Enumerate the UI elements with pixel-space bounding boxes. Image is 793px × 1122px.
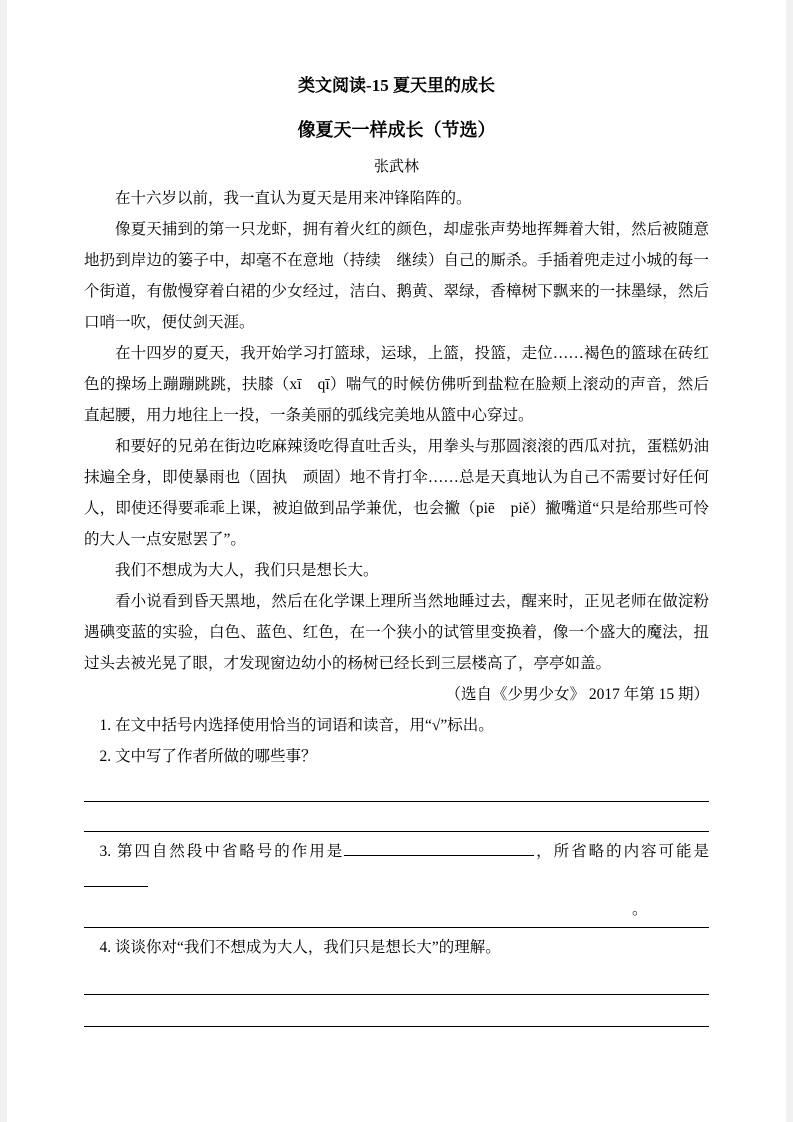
document-content <box>84 70 709 1027</box>
answer-line-q3-continuation <box>84 898 709 928</box>
question-1: 1. 在文中括号内选择使用恰当的词语和读音，用“√”标出。 <box>99 717 494 734</box>
paragraph-6: 看小说看到昏天黑地，然后在化学课上理所当然地睡过去，醒来时，正见老师在做淀粉遇碘变蓝的实验，白色、蓝色、红色，在一个狭小的试管里变换着，像一个盛大的魔法，扭过头去被光晃了眼，才发现窗边幼小的杨树已经长到三层楼高了，亭亭如盖。 <box>84 593 709 672</box>
answer-line-q2-2 <box>84 802 709 832</box>
page-edge-left <box>0 0 7 1122</box>
answer-blank-q3-1 <box>344 841 534 857</box>
paragraph-1: 在十六岁以前，我一直认为夏天是用来冲锋陷阵的。 <box>115 190 472 207</box>
answer-line-q4-2 <box>84 995 709 1027</box>
question-3 <box>84 836 709 898</box>
answer-blank-q3-2 <box>84 872 148 888</box>
author-name: 张武林 <box>373 159 419 175</box>
question-3-text-middle: ，所省略的内容可能是 <box>534 843 709 860</box>
page-edge-right <box>786 0 793 1122</box>
answer-line-q2-1 <box>84 772 709 802</box>
paragraph-2: 像夏天捕到的第一只龙虾，拥有着火红的颜色，却虚张声势地挥舞着大钳，然后被随意地扔到岸边的篓子中，却毫不在意地（持续 继续）自己的厮杀。手插着兜走过小城的每一个街道，有傲慢穿着白裙的少女经过，洁白、鹅黄、翠绿，香樟树下飘来的一抹墨绿，然后口哨一吹，便仗剑天涯。 <box>84 221 709 331</box>
question-2: 2. 文中写了作者所做的哪些事？ <box>99 748 317 765</box>
source-attribution: （选自《少男少女》 2017 年第 15 期） <box>445 686 709 703</box>
paragraph-5: 我们不想成为大人，我们只是想长大。 <box>115 562 379 579</box>
question-4: 4. 谈谈你对“我们不想成为大人，我们只是想长大”的理解。 <box>99 939 501 956</box>
document-subtitle: 像夏天一样成长（节选） <box>297 120 496 140</box>
paragraph-4: 和要好的兄弟在街边吃麻辣烫吃得直吐舌头，用拳头与那圆滚滚的西瓜对抗，蛋糕奶油抹遍全身，即使暴雨也（固执 顽固）地不肯打伞……总是天真地认为自己不需要讨好任何人，即使还得要乖乖上课，被迫做到品学兼优，也会撇（piē piě）撇嘴道“只是给那些可怜的大人一点安慰罢了”。 <box>84 438 709 548</box>
sentence-period: 。 <box>632 901 648 918</box>
answer-line-q4-1 <box>84 963 709 995</box>
paragraph-3: 在十四岁的夏天，我开始学习打篮球，运球，上篮，投篮，走位……褐色的篮球在砖红色的操场上蹦蹦跳跳，扶膝（xī qī）喘气的时候仿佛听到盐粒在脸颊上滚动的声音，然后直起腰，用力地往上一投，一条美丽的弧线完美地从篮中心穿过。 <box>84 345 709 424</box>
question-3-text-start: 3. 第四自然段中省略号的作用是 <box>99 843 345 860</box>
document-title: 类文阅读-15 夏天里的成长 <box>298 76 495 95</box>
